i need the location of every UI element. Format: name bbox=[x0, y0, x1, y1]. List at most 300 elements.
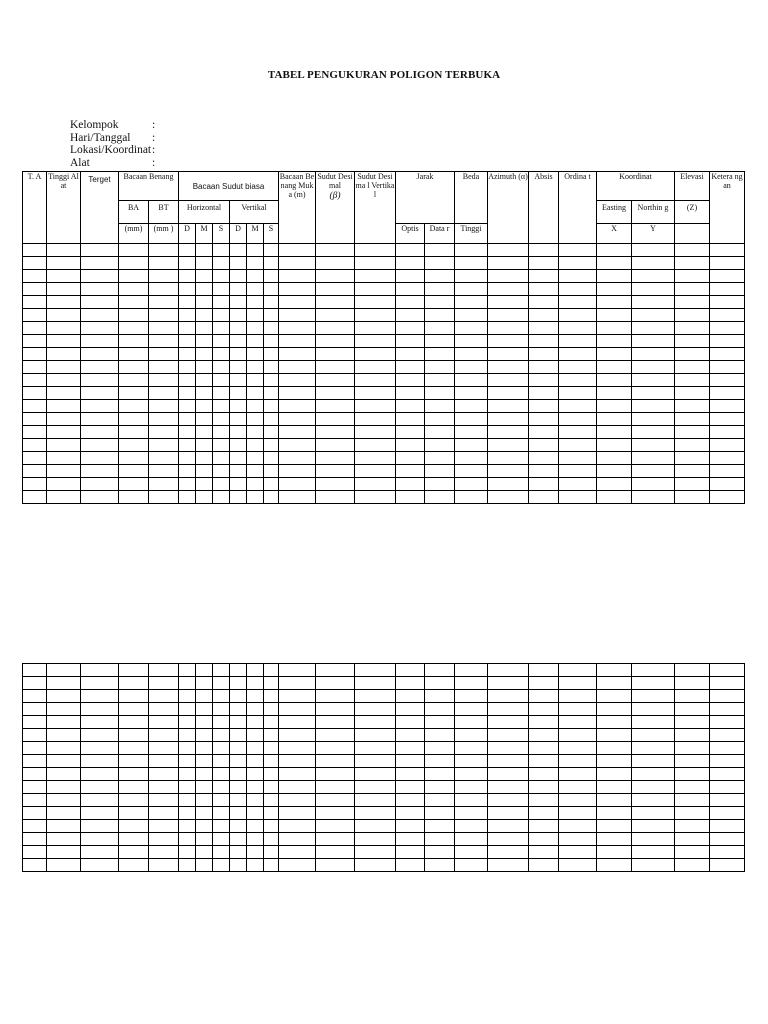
table-cell[interactable] bbox=[455, 335, 488, 348]
table-cell[interactable] bbox=[264, 257, 279, 270]
table-cell[interactable] bbox=[488, 846, 529, 859]
table-cell[interactable] bbox=[396, 716, 425, 729]
table-cell[interactable] bbox=[47, 439, 81, 452]
table-cell[interactable] bbox=[247, 768, 264, 781]
table-cell[interactable] bbox=[247, 781, 264, 794]
table-cell[interactable] bbox=[425, 426, 455, 439]
table-cell[interactable] bbox=[529, 833, 559, 846]
table-cell[interactable] bbox=[149, 452, 179, 465]
table-cell[interactable] bbox=[264, 768, 279, 781]
table-cell[interactable] bbox=[279, 348, 316, 361]
table-cell[interactable] bbox=[149, 690, 179, 703]
table-cell[interactable] bbox=[279, 742, 316, 755]
table-cell[interactable] bbox=[230, 400, 247, 413]
table-cell[interactable] bbox=[675, 374, 710, 387]
table-cell[interactable] bbox=[355, 690, 396, 703]
table-cell[interactable] bbox=[230, 478, 247, 491]
table-cell[interactable] bbox=[264, 374, 279, 387]
table-cell[interactable] bbox=[149, 348, 179, 361]
table-cell[interactable] bbox=[559, 664, 597, 677]
table-cell[interactable] bbox=[675, 664, 710, 677]
table-cell[interactable] bbox=[396, 413, 425, 426]
table-cell[interactable] bbox=[710, 491, 745, 504]
table-cell[interactable] bbox=[559, 703, 597, 716]
table-cell[interactable] bbox=[559, 807, 597, 820]
table-cell[interactable] bbox=[81, 846, 119, 859]
table-cell[interactable] bbox=[81, 439, 119, 452]
table-cell[interactable] bbox=[119, 296, 149, 309]
table-cell[interactable] bbox=[230, 270, 247, 283]
table-cell[interactable] bbox=[81, 820, 119, 833]
table-cell[interactable] bbox=[597, 452, 632, 465]
table-cell[interactable] bbox=[81, 768, 119, 781]
table-cell[interactable] bbox=[316, 846, 355, 859]
table-cell[interactable] bbox=[355, 859, 396, 872]
table-cell[interactable] bbox=[230, 781, 247, 794]
table-cell[interactable] bbox=[710, 309, 745, 322]
table-cell[interactable] bbox=[425, 465, 455, 478]
table-cell[interactable] bbox=[488, 859, 529, 872]
table-cell[interactable] bbox=[529, 846, 559, 859]
table-cell[interactable] bbox=[81, 465, 119, 478]
table-cell[interactable] bbox=[213, 755, 230, 768]
table-cell[interactable] bbox=[23, 387, 47, 400]
table-cell[interactable] bbox=[529, 755, 559, 768]
table-cell[interactable] bbox=[279, 755, 316, 768]
table-cell[interactable] bbox=[559, 846, 597, 859]
table-cell[interactable] bbox=[455, 768, 488, 781]
table-cell[interactable] bbox=[179, 768, 196, 781]
table-cell[interactable] bbox=[425, 833, 455, 846]
table-cell[interactable] bbox=[23, 465, 47, 478]
table-cell[interactable] bbox=[230, 859, 247, 872]
table-cell[interactable] bbox=[279, 452, 316, 465]
table-cell[interactable] bbox=[488, 807, 529, 820]
table-cell[interactable] bbox=[425, 361, 455, 374]
table-cell[interactable] bbox=[264, 664, 279, 677]
table-cell[interactable] bbox=[425, 677, 455, 690]
table-cell[interactable] bbox=[425, 439, 455, 452]
table-cell[interactable] bbox=[632, 413, 675, 426]
table-cell[interactable] bbox=[230, 283, 247, 296]
table-cell[interactable] bbox=[81, 244, 119, 257]
table-cell[interactable] bbox=[632, 807, 675, 820]
table-cell[interactable] bbox=[279, 781, 316, 794]
table-cell[interactable] bbox=[279, 335, 316, 348]
table-cell[interactable] bbox=[632, 703, 675, 716]
table-cell[interactable] bbox=[47, 846, 81, 859]
table-cell[interactable] bbox=[529, 703, 559, 716]
table-cell[interactable] bbox=[425, 716, 455, 729]
table-cell[interactable] bbox=[279, 465, 316, 478]
table-cell[interactable] bbox=[675, 426, 710, 439]
table-cell[interactable] bbox=[179, 283, 196, 296]
table-cell[interactable] bbox=[230, 361, 247, 374]
table-cell[interactable] bbox=[247, 755, 264, 768]
table-cell[interactable] bbox=[196, 478, 213, 491]
table-cell[interactable] bbox=[455, 677, 488, 690]
table-cell[interactable] bbox=[559, 677, 597, 690]
table-cell[interactable] bbox=[247, 664, 264, 677]
table-cell[interactable] bbox=[279, 768, 316, 781]
table-cell[interactable] bbox=[455, 755, 488, 768]
table-cell[interactable] bbox=[23, 374, 47, 387]
table-cell[interactable] bbox=[47, 729, 81, 742]
table-cell[interactable] bbox=[559, 348, 597, 361]
table-cell[interactable] bbox=[213, 491, 230, 504]
table-cell[interactable] bbox=[455, 413, 488, 426]
table-cell[interactable] bbox=[597, 768, 632, 781]
table-cell[interactable] bbox=[597, 478, 632, 491]
table-cell[interactable] bbox=[632, 794, 675, 807]
table-cell[interactable] bbox=[23, 478, 47, 491]
table-cell[interactable] bbox=[559, 794, 597, 807]
table-cell[interactable] bbox=[455, 400, 488, 413]
table-cell[interactable] bbox=[264, 348, 279, 361]
table-cell[interactable] bbox=[264, 413, 279, 426]
table-cell[interactable] bbox=[632, 820, 675, 833]
table-cell[interactable] bbox=[119, 270, 149, 283]
table-cell[interactable] bbox=[316, 309, 355, 322]
table-cell[interactable] bbox=[316, 244, 355, 257]
table-cell[interactable] bbox=[264, 781, 279, 794]
table-cell[interactable] bbox=[488, 703, 529, 716]
table-cell[interactable] bbox=[396, 426, 425, 439]
table-cell[interactable] bbox=[316, 361, 355, 374]
table-cell[interactable] bbox=[179, 374, 196, 387]
table-cell[interactable] bbox=[247, 283, 264, 296]
table-cell[interactable] bbox=[23, 703, 47, 716]
table-cell[interactable] bbox=[213, 374, 230, 387]
table-cell[interactable] bbox=[675, 257, 710, 270]
table-cell[interactable] bbox=[119, 439, 149, 452]
table-cell[interactable] bbox=[675, 690, 710, 703]
table-cell[interactable] bbox=[529, 465, 559, 478]
table-cell[interactable] bbox=[355, 413, 396, 426]
table-cell[interactable] bbox=[81, 283, 119, 296]
table-cell[interactable] bbox=[279, 439, 316, 452]
table-cell[interactable] bbox=[279, 322, 316, 335]
table-cell[interactable] bbox=[119, 400, 149, 413]
table-cell[interactable] bbox=[196, 283, 213, 296]
table-cell[interactable] bbox=[119, 465, 149, 478]
table-cell[interactable] bbox=[355, 742, 396, 755]
table-cell[interactable] bbox=[632, 859, 675, 872]
table-cell[interactable] bbox=[455, 794, 488, 807]
table-cell[interactable] bbox=[196, 807, 213, 820]
table-cell[interactable] bbox=[230, 833, 247, 846]
table-cell[interactable] bbox=[488, 478, 529, 491]
table-cell[interactable] bbox=[355, 729, 396, 742]
table-cell[interactable] bbox=[559, 387, 597, 400]
table-cell[interactable] bbox=[179, 244, 196, 257]
table-cell[interactable] bbox=[230, 374, 247, 387]
table-cell[interactable] bbox=[488, 283, 529, 296]
table-cell[interactable] bbox=[23, 677, 47, 690]
table-cell[interactable] bbox=[196, 833, 213, 846]
table-cell[interactable] bbox=[119, 322, 149, 335]
table-cell[interactable] bbox=[47, 690, 81, 703]
table-cell[interactable] bbox=[119, 846, 149, 859]
table-cell[interactable] bbox=[47, 452, 81, 465]
table-cell[interactable] bbox=[488, 400, 529, 413]
table-cell[interactable] bbox=[119, 664, 149, 677]
table-cell[interactable] bbox=[396, 794, 425, 807]
table-cell[interactable] bbox=[396, 820, 425, 833]
table-cell[interactable] bbox=[149, 478, 179, 491]
table-cell[interactable] bbox=[119, 387, 149, 400]
table-cell[interactable] bbox=[47, 426, 81, 439]
table-cell[interactable] bbox=[279, 491, 316, 504]
table-cell[interactable] bbox=[597, 244, 632, 257]
table-cell[interactable] bbox=[396, 335, 425, 348]
table-cell[interactable] bbox=[355, 374, 396, 387]
table-cell[interactable] bbox=[23, 716, 47, 729]
table-cell[interactable] bbox=[179, 439, 196, 452]
table-cell[interactable] bbox=[81, 322, 119, 335]
table-cell[interactable] bbox=[179, 361, 196, 374]
table-cell[interactable] bbox=[396, 374, 425, 387]
table-cell[interactable] bbox=[179, 322, 196, 335]
table-cell[interactable] bbox=[213, 478, 230, 491]
table-cell[interactable] bbox=[597, 703, 632, 716]
table-cell[interactable] bbox=[179, 348, 196, 361]
table-cell[interactable] bbox=[23, 244, 47, 257]
table-cell[interactable] bbox=[597, 426, 632, 439]
table-cell[interactable] bbox=[710, 283, 745, 296]
table-cell[interactable] bbox=[455, 452, 488, 465]
table-cell[interactable] bbox=[632, 781, 675, 794]
table-cell[interactable] bbox=[23, 283, 47, 296]
table-cell[interactable] bbox=[247, 846, 264, 859]
table-cell[interactable] bbox=[559, 833, 597, 846]
table-cell[interactable] bbox=[316, 664, 355, 677]
table-cell[interactable] bbox=[488, 677, 529, 690]
table-cell[interactable] bbox=[196, 426, 213, 439]
table-cell[interactable] bbox=[149, 296, 179, 309]
table-cell[interactable] bbox=[213, 742, 230, 755]
table-cell[interactable] bbox=[179, 807, 196, 820]
table-cell[interactable] bbox=[455, 807, 488, 820]
table-cell[interactable] bbox=[264, 833, 279, 846]
table-cell[interactable] bbox=[264, 716, 279, 729]
table-cell[interactable] bbox=[213, 439, 230, 452]
table-cell[interactable] bbox=[559, 716, 597, 729]
table-cell[interactable] bbox=[355, 664, 396, 677]
table-cell[interactable] bbox=[632, 439, 675, 452]
table-cell[interactable] bbox=[81, 703, 119, 716]
table-cell[interactable] bbox=[213, 322, 230, 335]
table-cell[interactable] bbox=[264, 859, 279, 872]
table-cell[interactable] bbox=[247, 703, 264, 716]
table-cell[interactable] bbox=[213, 677, 230, 690]
table-cell[interactable] bbox=[264, 794, 279, 807]
table-cell[interactable] bbox=[230, 296, 247, 309]
table-cell[interactable] bbox=[279, 859, 316, 872]
table-cell[interactable] bbox=[597, 257, 632, 270]
table-cell[interactable] bbox=[425, 491, 455, 504]
table-cell[interactable] bbox=[559, 309, 597, 322]
table-cell[interactable] bbox=[529, 768, 559, 781]
table-cell[interactable] bbox=[119, 452, 149, 465]
table-cell[interactable] bbox=[247, 478, 264, 491]
table-cell[interactable] bbox=[597, 270, 632, 283]
table-cell[interactable] bbox=[247, 690, 264, 703]
table-cell[interactable] bbox=[559, 452, 597, 465]
table-cell[interactable] bbox=[230, 820, 247, 833]
table-cell[interactable] bbox=[675, 807, 710, 820]
table-cell[interactable] bbox=[316, 807, 355, 820]
table-cell[interactable] bbox=[396, 257, 425, 270]
table-cell[interactable] bbox=[529, 413, 559, 426]
table-cell[interactable] bbox=[230, 807, 247, 820]
table-cell[interactable] bbox=[247, 413, 264, 426]
table-cell[interactable] bbox=[179, 478, 196, 491]
table-cell[interactable] bbox=[149, 768, 179, 781]
table-cell[interactable] bbox=[559, 244, 597, 257]
table-cell[interactable] bbox=[279, 387, 316, 400]
table-cell[interactable] bbox=[23, 309, 47, 322]
table-cell[interactable] bbox=[230, 348, 247, 361]
table-cell[interactable] bbox=[47, 742, 81, 755]
table-cell[interactable] bbox=[597, 491, 632, 504]
table-cell[interactable] bbox=[247, 716, 264, 729]
table-cell[interactable] bbox=[675, 859, 710, 872]
table-cell[interactable] bbox=[710, 387, 745, 400]
table-cell[interactable] bbox=[81, 400, 119, 413]
table-cell[interactable] bbox=[559, 690, 597, 703]
table-cell[interactable] bbox=[488, 716, 529, 729]
table-cell[interactable] bbox=[264, 820, 279, 833]
table-cell[interactable] bbox=[247, 729, 264, 742]
table-cell[interactable] bbox=[247, 491, 264, 504]
table-cell[interactable] bbox=[316, 729, 355, 742]
table-cell[interactable] bbox=[396, 807, 425, 820]
table-cell[interactable] bbox=[81, 833, 119, 846]
table-cell[interactable] bbox=[355, 244, 396, 257]
table-cell[interactable] bbox=[81, 781, 119, 794]
table-cell[interactable] bbox=[47, 703, 81, 716]
table-cell[interactable] bbox=[247, 374, 264, 387]
table-cell[interactable] bbox=[247, 400, 264, 413]
table-cell[interactable] bbox=[47, 807, 81, 820]
table-cell[interactable] bbox=[675, 820, 710, 833]
table-cell[interactable] bbox=[710, 244, 745, 257]
table-cell[interactable] bbox=[396, 309, 425, 322]
table-cell[interactable] bbox=[710, 478, 745, 491]
table-cell[interactable] bbox=[597, 794, 632, 807]
table-cell[interactable] bbox=[316, 742, 355, 755]
table-cell[interactable] bbox=[488, 833, 529, 846]
table-cell[interactable] bbox=[316, 257, 355, 270]
table-cell[interactable] bbox=[710, 296, 745, 309]
table-cell[interactable] bbox=[675, 439, 710, 452]
table-cell[interactable] bbox=[279, 677, 316, 690]
table-cell[interactable] bbox=[316, 465, 355, 478]
table-cell[interactable] bbox=[279, 478, 316, 491]
table-cell[interactable] bbox=[179, 833, 196, 846]
table-cell[interactable] bbox=[149, 491, 179, 504]
table-cell[interactable] bbox=[213, 400, 230, 413]
table-cell[interactable] bbox=[632, 729, 675, 742]
table-cell[interactable] bbox=[559, 859, 597, 872]
table-cell[interactable] bbox=[529, 452, 559, 465]
table-cell[interactable] bbox=[149, 387, 179, 400]
table-cell[interactable] bbox=[632, 270, 675, 283]
table-cell[interactable] bbox=[81, 794, 119, 807]
table-cell[interactable] bbox=[196, 742, 213, 755]
table-cell[interactable] bbox=[355, 296, 396, 309]
table-cell[interactable] bbox=[316, 452, 355, 465]
table-cell[interactable] bbox=[632, 361, 675, 374]
table-cell[interactable] bbox=[710, 768, 745, 781]
table-cell[interactable] bbox=[632, 664, 675, 677]
table-cell[interactable] bbox=[81, 387, 119, 400]
table-cell[interactable] bbox=[355, 426, 396, 439]
table-cell[interactable] bbox=[196, 270, 213, 283]
table-cell[interactable] bbox=[230, 244, 247, 257]
table-cell[interactable] bbox=[675, 322, 710, 335]
table-cell[interactable] bbox=[675, 491, 710, 504]
table-cell[interactable] bbox=[47, 768, 81, 781]
table-cell[interactable] bbox=[196, 400, 213, 413]
table-cell[interactable] bbox=[425, 755, 455, 768]
table-cell[interactable] bbox=[675, 465, 710, 478]
table-cell[interactable] bbox=[529, 729, 559, 742]
table-cell[interactable] bbox=[196, 690, 213, 703]
table-cell[interactable] bbox=[355, 716, 396, 729]
table-cell[interactable] bbox=[196, 309, 213, 322]
table-cell[interactable] bbox=[425, 742, 455, 755]
table-cell[interactable] bbox=[149, 400, 179, 413]
table-cell[interactable] bbox=[47, 716, 81, 729]
table-cell[interactable] bbox=[597, 820, 632, 833]
table-cell[interactable] bbox=[597, 283, 632, 296]
table-cell[interactable] bbox=[632, 426, 675, 439]
table-cell[interactable] bbox=[149, 859, 179, 872]
table-cell[interactable] bbox=[149, 742, 179, 755]
table-cell[interactable] bbox=[247, 820, 264, 833]
table-cell[interactable] bbox=[455, 244, 488, 257]
table-cell[interactable] bbox=[23, 296, 47, 309]
table-cell[interactable] bbox=[597, 859, 632, 872]
table-cell[interactable] bbox=[196, 846, 213, 859]
table-cell[interactable] bbox=[179, 400, 196, 413]
table-cell[interactable] bbox=[675, 387, 710, 400]
table-cell[interactable] bbox=[81, 452, 119, 465]
table-cell[interactable] bbox=[264, 742, 279, 755]
table-cell[interactable] bbox=[196, 387, 213, 400]
table-cell[interactable] bbox=[213, 270, 230, 283]
table-cell[interactable] bbox=[316, 270, 355, 283]
table-cell[interactable] bbox=[247, 677, 264, 690]
table-cell[interactable] bbox=[247, 348, 264, 361]
table-cell[interactable] bbox=[488, 244, 529, 257]
table-cell[interactable] bbox=[179, 270, 196, 283]
table-cell[interactable] bbox=[81, 335, 119, 348]
table-cell[interactable] bbox=[230, 322, 247, 335]
table-cell[interactable] bbox=[179, 703, 196, 716]
table-cell[interactable] bbox=[355, 270, 396, 283]
table-cell[interactable] bbox=[488, 322, 529, 335]
table-cell[interactable] bbox=[488, 794, 529, 807]
table-cell[interactable] bbox=[455, 309, 488, 322]
table-cell[interactable] bbox=[47, 270, 81, 283]
table-cell[interactable] bbox=[455, 439, 488, 452]
table-cell[interactable] bbox=[179, 716, 196, 729]
table-cell[interactable] bbox=[396, 781, 425, 794]
table-cell[interactable] bbox=[213, 807, 230, 820]
